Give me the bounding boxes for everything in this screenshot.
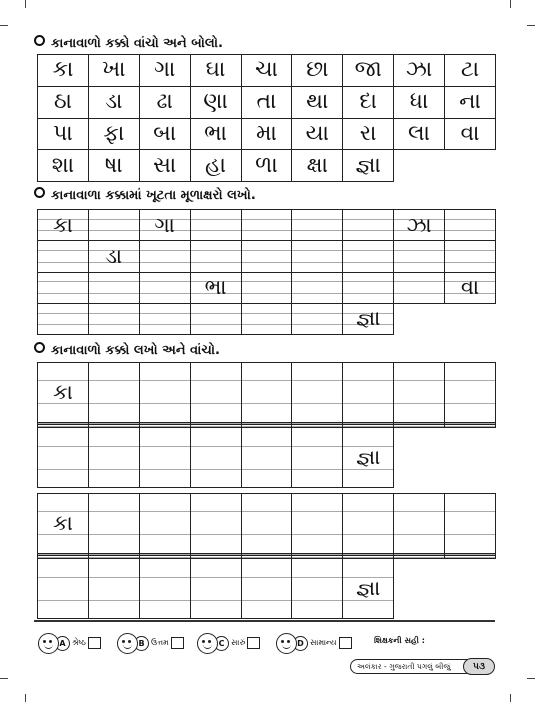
letter-cell: ખા: [88, 55, 139, 87]
grid-row: [38, 272, 496, 303]
fill-cell: [292, 210, 343, 241]
fill-cell: [292, 241, 343, 272]
write-cell: [190, 559, 241, 619]
fill-cell: [241, 303, 292, 334]
write-cell: [292, 559, 343, 619]
letter-cell: જા: [343, 55, 394, 87]
bullet-circle-icon: [34, 35, 45, 46]
empty-space: [394, 428, 445, 488]
empty-space: [445, 559, 496, 619]
fill-cell: [292, 272, 343, 303]
write-cell: [88, 494, 139, 554]
letter-cell: ફા: [88, 118, 139, 150]
fill-cell: વા: [445, 272, 496, 303]
write-cell: [292, 428, 343, 488]
letter-cell: ક્ષા: [292, 150, 343, 182]
write-cell: [38, 428, 89, 488]
letter-cell: લા: [394, 118, 445, 150]
fill-cell: [241, 210, 292, 241]
write-cell: [445, 494, 496, 554]
letter-cell: ના: [445, 86, 496, 118]
write-cell: [343, 494, 394, 554]
grid-row: [38, 118, 496, 150]
fill-cell: જ્ઞા: [343, 303, 394, 334]
letter-cell: ઘા: [190, 55, 241, 87]
letter-cell: ટા: [445, 55, 496, 87]
smiley-face-icon: [117, 633, 138, 654]
page-number: ૫૩: [463, 658, 495, 675]
letter-cell: ચા: [241, 55, 292, 87]
bullet-circle-icon: [34, 187, 45, 198]
empty-space: [445, 303, 496, 334]
fill-cell: [445, 210, 496, 241]
letter-cell: જ્ઞા: [343, 150, 394, 182]
grade-letter-circle: B: [134, 636, 149, 651]
missing-letters-table: [37, 209, 496, 335]
fill-cell: [190, 303, 241, 334]
letter-cell: ષા: [88, 150, 139, 182]
fill-cell: ડા: [88, 241, 139, 272]
grade-d: [276, 632, 352, 654]
fill-cell: [343, 241, 394, 272]
footer-divider: [34, 620, 495, 622]
fill-cell: [88, 210, 139, 241]
fill-cell: [445, 241, 496, 272]
fill-cell: ભા: [190, 272, 241, 303]
write-alphabet-table-a: [37, 362, 496, 488]
grade-a: [38, 632, 101, 654]
write-cell: [190, 494, 241, 554]
letter-cell: ડા: [88, 86, 139, 118]
write-cell: [241, 559, 292, 619]
fill-cell: [190, 241, 241, 272]
letter-cell: ગા: [139, 55, 190, 87]
grade-checkbox[interactable]: [88, 637, 101, 649]
write-cell: [190, 428, 241, 488]
grade-letter-circle: D: [293, 636, 308, 651]
letter-cell: યા: [292, 118, 343, 150]
write-cell: [139, 363, 190, 423]
write-cell: [394, 363, 445, 423]
letter-cell: કા: [38, 55, 89, 87]
letter-cell: તા: [241, 86, 292, 118]
grade-label: શ્રેષ્ઠ: [72, 638, 86, 647]
letter-cell: ભા: [190, 118, 241, 150]
grid-row: [38, 241, 496, 272]
fill-cell: [241, 272, 292, 303]
grade-checkbox[interactable]: [171, 637, 184, 649]
grade-letter-circle: C: [214, 636, 229, 651]
grid-row: [38, 428, 496, 488]
grid-row: [38, 303, 496, 334]
fill-cell: કા: [38, 210, 89, 241]
grade-label: સારું: [231, 638, 246, 647]
write-cell: [241, 363, 292, 423]
fill-cell: ગા: [139, 210, 190, 241]
fill-cell: [190, 210, 241, 241]
fill-cell: [88, 272, 139, 303]
letter-cell: ળા: [241, 150, 292, 182]
empty-space: [394, 303, 445, 334]
grid-row: [38, 559, 496, 619]
fill-cell: [343, 210, 394, 241]
write-cell: [190, 363, 241, 423]
letter-cell: ઢા: [139, 86, 190, 118]
letter-cell: ઝા: [394, 55, 445, 87]
write-cell: જ્ઞા: [343, 559, 394, 619]
write-cell: [241, 428, 292, 488]
letter-cell: છા: [292, 55, 343, 87]
section1-heading: કાનાવાળો કક્કો વાંચો અને બોલો.: [34, 35, 223, 51]
letter-cell: મા: [241, 118, 292, 150]
fill-cell: ઝા: [394, 210, 445, 241]
grid-row: [38, 55, 496, 87]
grid-row: [38, 86, 496, 118]
fill-cell: [139, 241, 190, 272]
write-alphabet-table-b: [37, 493, 496, 619]
grid-row: [38, 363, 496, 423]
write-cell: [38, 559, 89, 619]
write-cell: જ્ઞા: [343, 428, 394, 488]
book-title: અલંકાર - ગુજરાતી પગલું બીજું: [350, 659, 480, 674]
letter-cell: વા: [445, 118, 496, 150]
fill-cell: [292, 303, 343, 334]
letter-cell: દા: [343, 86, 394, 118]
read-alphabet-table: [37, 54, 496, 182]
letter-cell: થા: [292, 86, 343, 118]
letter-cell: સા: [139, 150, 190, 182]
write-cell: [445, 363, 496, 423]
grade-label: સામાન્ય: [310, 638, 337, 647]
letter-cell: બા: [139, 118, 190, 150]
write-cell: [343, 363, 394, 423]
grade-c: [197, 632, 260, 654]
fill-cell: [38, 241, 89, 272]
fill-cell: [241, 241, 292, 272]
smiley-face-icon: [197, 633, 218, 654]
smiley-face-icon: [38, 633, 59, 654]
letter-cell: ઠા: [38, 86, 89, 118]
section2-heading: કાનાવાળા કક્કામાં ખૂટતા મૂળાક્ષરો લખો.: [34, 187, 256, 203]
bullet-circle-icon: [34, 342, 45, 353]
write-cell: [292, 363, 343, 423]
empty-space: [394, 559, 445, 619]
letter-cell: હા: [190, 150, 241, 182]
fill-cell: [394, 272, 445, 303]
smiley-face-icon: [276, 633, 297, 654]
write-cell: [88, 559, 139, 619]
write-cell: [88, 428, 139, 488]
letter-cell: પા: [38, 118, 89, 150]
write-cell: કા: [38, 494, 89, 554]
empty-space: [445, 150, 496, 182]
fill-cell: [38, 272, 89, 303]
write-cell: [241, 494, 292, 554]
letter-cell: રા: [343, 118, 394, 150]
write-cell: [394, 494, 445, 554]
letter-cell: શા: [38, 150, 89, 182]
grade-letter-circle: A: [55, 636, 70, 651]
fill-cell: [394, 241, 445, 272]
write-cell: [88, 363, 139, 423]
letter-cell: ણા: [190, 86, 241, 118]
empty-space: [394, 150, 445, 182]
section3-heading: કાનાવાળો કક્કો લખો અને વાંચો.: [34, 342, 220, 358]
grid-row: [38, 150, 496, 182]
write-cell: કા: [38, 363, 89, 423]
fill-cell: [88, 303, 139, 334]
write-cell: [292, 494, 343, 554]
grid-row: [38, 494, 496, 554]
write-cell: [139, 559, 190, 619]
fill-cell: [38, 303, 89, 334]
grade-checkbox[interactable]: [247, 637, 260, 649]
grid-row: [38, 210, 496, 241]
fill-cell: [139, 303, 190, 334]
teacher-signature-label: શિક્ષકની સહી :: [374, 636, 425, 645]
write-cell: [139, 494, 190, 554]
grade-b: [117, 632, 184, 654]
grade-label: ઉત્તમ: [151, 638, 169, 647]
empty-space: [445, 428, 496, 488]
write-cell: [139, 428, 190, 488]
grade-checkbox[interactable]: [339, 637, 352, 649]
fill-cell: [139, 272, 190, 303]
fill-cell: [343, 272, 394, 303]
letter-cell: ધા: [394, 86, 445, 118]
